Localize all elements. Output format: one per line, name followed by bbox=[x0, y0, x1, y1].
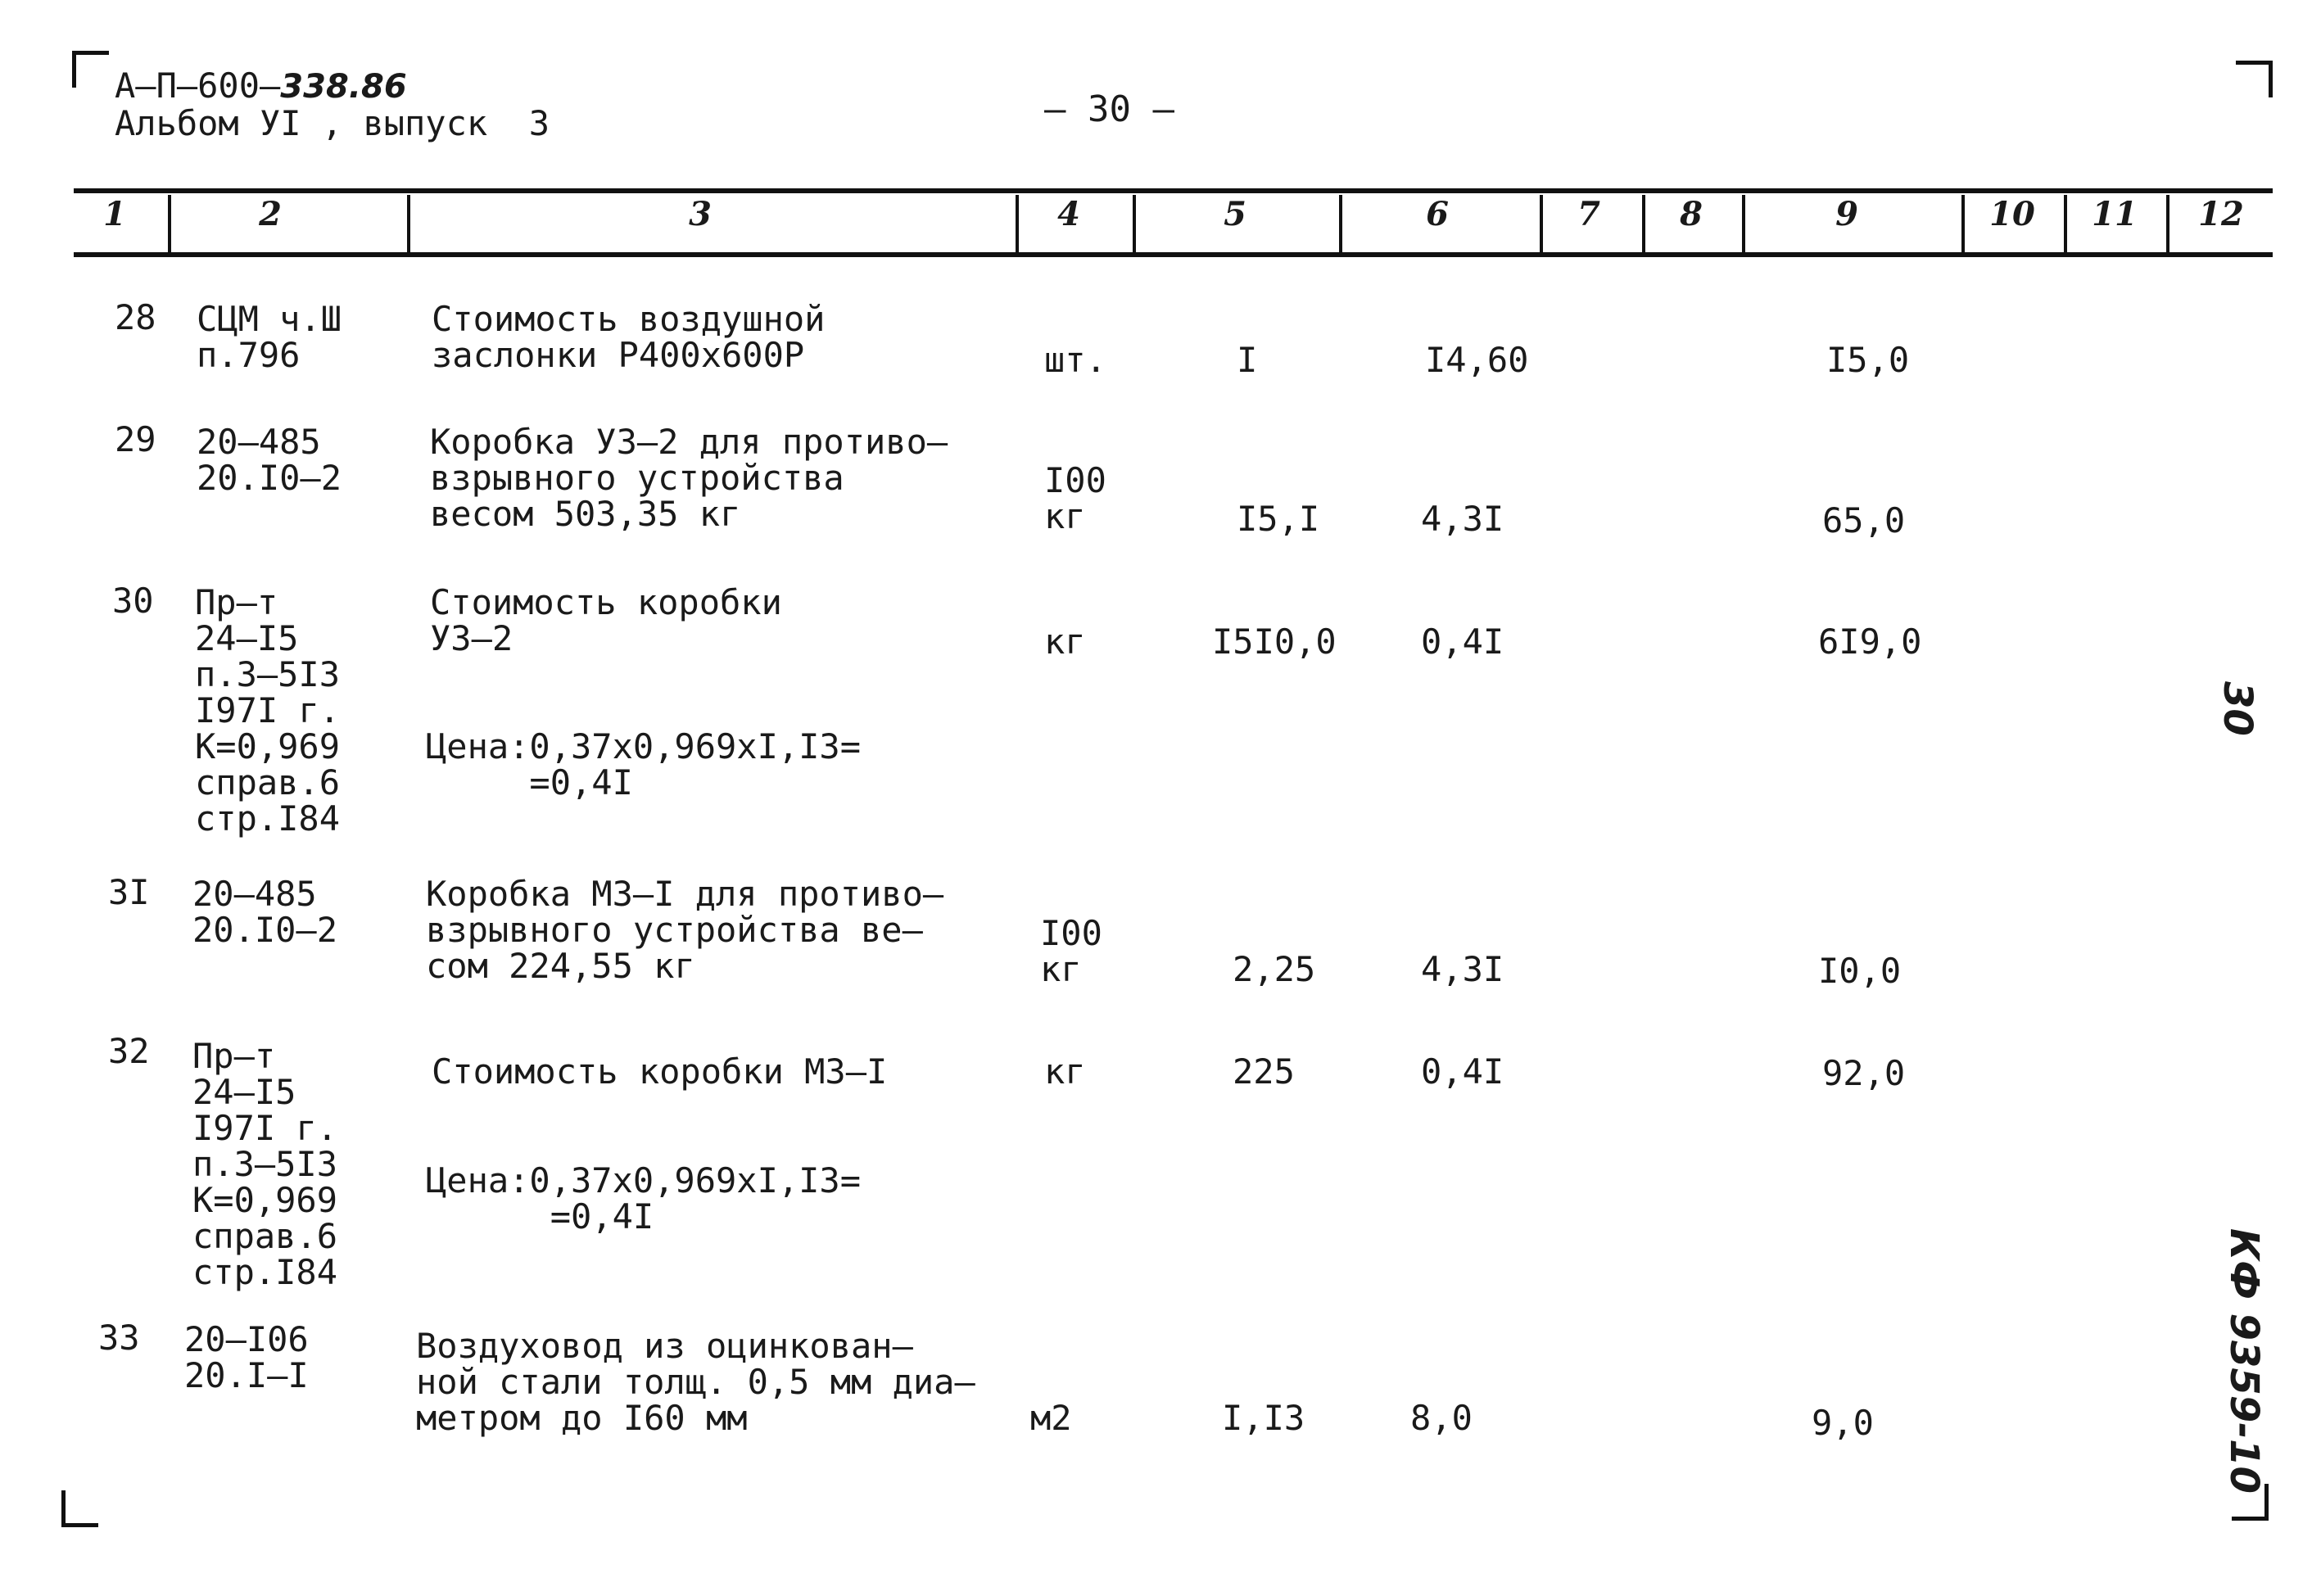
row-33-description: Воздуховод из оцинкован– ной стали толщ. 0,5 мм диа– метром до I60 мм bbox=[416, 1326, 975, 1438]
row-32-quantity: 225 bbox=[1233, 1051, 1295, 1092]
corner-mark-top-right bbox=[2236, 61, 2273, 97]
column-divider bbox=[1133, 195, 1136, 254]
column-header-7: 7 bbox=[1577, 195, 1600, 233]
row-28-description: Стоимость воздушной заслонки Р400х600Р bbox=[432, 299, 826, 375]
row-29-reference: 20–485 20.I0–2 bbox=[197, 422, 342, 498]
document-code: А–П–600–338.86 bbox=[115, 66, 407, 106]
row-30-description: Стоимость коробки УЗ–2 bbox=[430, 582, 782, 658]
page-number: – 30 – bbox=[1044, 88, 1174, 130]
row-31-unit: I00 кг bbox=[1040, 913, 1102, 989]
row-28-quantity: I bbox=[1237, 340, 1258, 380]
column-divider bbox=[1961, 195, 1965, 254]
row-31-quantity: 2,25 bbox=[1233, 949, 1316, 989]
row-30-total: 6I9,0 bbox=[1818, 622, 1922, 662]
row-28-total: I5,0 bbox=[1826, 340, 1910, 380]
corner-mark-top-left bbox=[72, 51, 109, 88]
row-32-number: 32 bbox=[108, 1031, 150, 1071]
row-30-reference: Пр–т 24–I5 п.3–5I3 I97I г. К=0,969 справ.6 стр.I84 bbox=[195, 582, 341, 839]
column-divider bbox=[168, 195, 171, 254]
row-32-unit: кг bbox=[1044, 1051, 1086, 1092]
row-33-quantity: I,I3 bbox=[1222, 1398, 1305, 1438]
column-header-3: 3 bbox=[689, 195, 712, 233]
column-header-10: 10 bbox=[1989, 195, 2035, 233]
row-30-number: 30 bbox=[112, 581, 154, 621]
row-31-total: I0,0 bbox=[1818, 951, 1902, 991]
row-30-unit-price: 0,4I bbox=[1421, 622, 1504, 662]
row-30-quantity: I5I0,0 bbox=[1212, 622, 1337, 662]
column-divider bbox=[1339, 195, 1342, 254]
row-31-reference: 20–485 20.I0–2 bbox=[192, 874, 338, 950]
row-30-unit: кг bbox=[1044, 622, 1086, 662]
row-29-quantity: I5,I bbox=[1237, 499, 1320, 539]
column-header-8: 8 bbox=[1680, 195, 1703, 233]
row-33-total: 9,0 bbox=[1812, 1403, 1874, 1443]
row-28-unit-price: I4,60 bbox=[1425, 340, 1529, 380]
column-header-9: 9 bbox=[1835, 195, 1858, 233]
row-28-number: 28 bbox=[115, 297, 156, 337]
column-divider bbox=[1540, 195, 1543, 254]
table-top-rule bbox=[74, 188, 2273, 193]
column-header-12: 12 bbox=[2198, 195, 2244, 233]
row-32-reference: Пр–т 24–I5 I97I г. п.3–5I3 К=0,969 справ.6 стр.I84 bbox=[192, 1036, 338, 1292]
row-29-total: 65,0 bbox=[1822, 500, 1906, 540]
column-divider bbox=[1742, 195, 1745, 254]
corner-mark-bottom-left bbox=[61, 1490, 98, 1527]
row-32-unit-price: 0,4I bbox=[1421, 1051, 1504, 1092]
column-header-6: 6 bbox=[1426, 195, 1449, 233]
side-page-number: 30 bbox=[2215, 681, 2260, 736]
row-28-reference: СЦМ ч.Ш п.796 bbox=[197, 299, 342, 375]
row-33-number: 33 bbox=[98, 1318, 140, 1358]
row-32-total: 92,0 bbox=[1822, 1053, 1906, 1093]
row-31-unit-price: 4,3I bbox=[1421, 949, 1504, 989]
row-28-unit: шт. bbox=[1044, 340, 1106, 380]
column-divider bbox=[2166, 195, 2169, 254]
album-issue: Альбом УI , выпуск 3 bbox=[115, 103, 550, 143]
row-29-unit-price: 4,3I bbox=[1421, 499, 1504, 539]
row-33-unit-price: 8,0 bbox=[1410, 1398, 1473, 1438]
side-stamp: КФ 9359-10 bbox=[2221, 1228, 2267, 1494]
document-code-handwritten: 338.86 bbox=[280, 68, 407, 106]
column-divider bbox=[1016, 195, 1019, 254]
column-header-4: 4 bbox=[1057, 195, 1080, 233]
row-31-description: Коробка МЗ–I для противо– взрывного устройства ве– сом 224,55 кг bbox=[426, 874, 944, 986]
row-32-price-note: Цена:0,37х0,969хI,I3= =0,4I bbox=[426, 1160, 862, 1237]
row-31-number: 3I bbox=[108, 872, 150, 912]
row-29-unit: I00 кг bbox=[1044, 460, 1106, 536]
table-header-bottom-rule bbox=[74, 252, 2273, 257]
column-divider bbox=[1642, 195, 1645, 254]
column-header-1: 1 bbox=[103, 195, 126, 233]
row-33-unit: м2 bbox=[1030, 1398, 1072, 1438]
row-29-number: 29 bbox=[115, 419, 156, 459]
column-header-5: 5 bbox=[1224, 195, 1246, 233]
row-32-description: Стоимость коробки МЗ–I bbox=[432, 1051, 888, 1092]
row-30-price-note: Цена:0,37х0,969хI,I3= =0,4I bbox=[426, 726, 862, 803]
column-divider bbox=[407, 195, 410, 254]
column-header-2: 2 bbox=[259, 195, 282, 233]
column-header-11: 11 bbox=[2092, 195, 2138, 233]
column-divider bbox=[2064, 195, 2067, 254]
row-29-description: Коробка УЗ–2 для противо– взрывного устройства весом 503,35 кг bbox=[430, 422, 948, 534]
row-33-reference: 20–I06 20.I–I bbox=[184, 1319, 309, 1395]
